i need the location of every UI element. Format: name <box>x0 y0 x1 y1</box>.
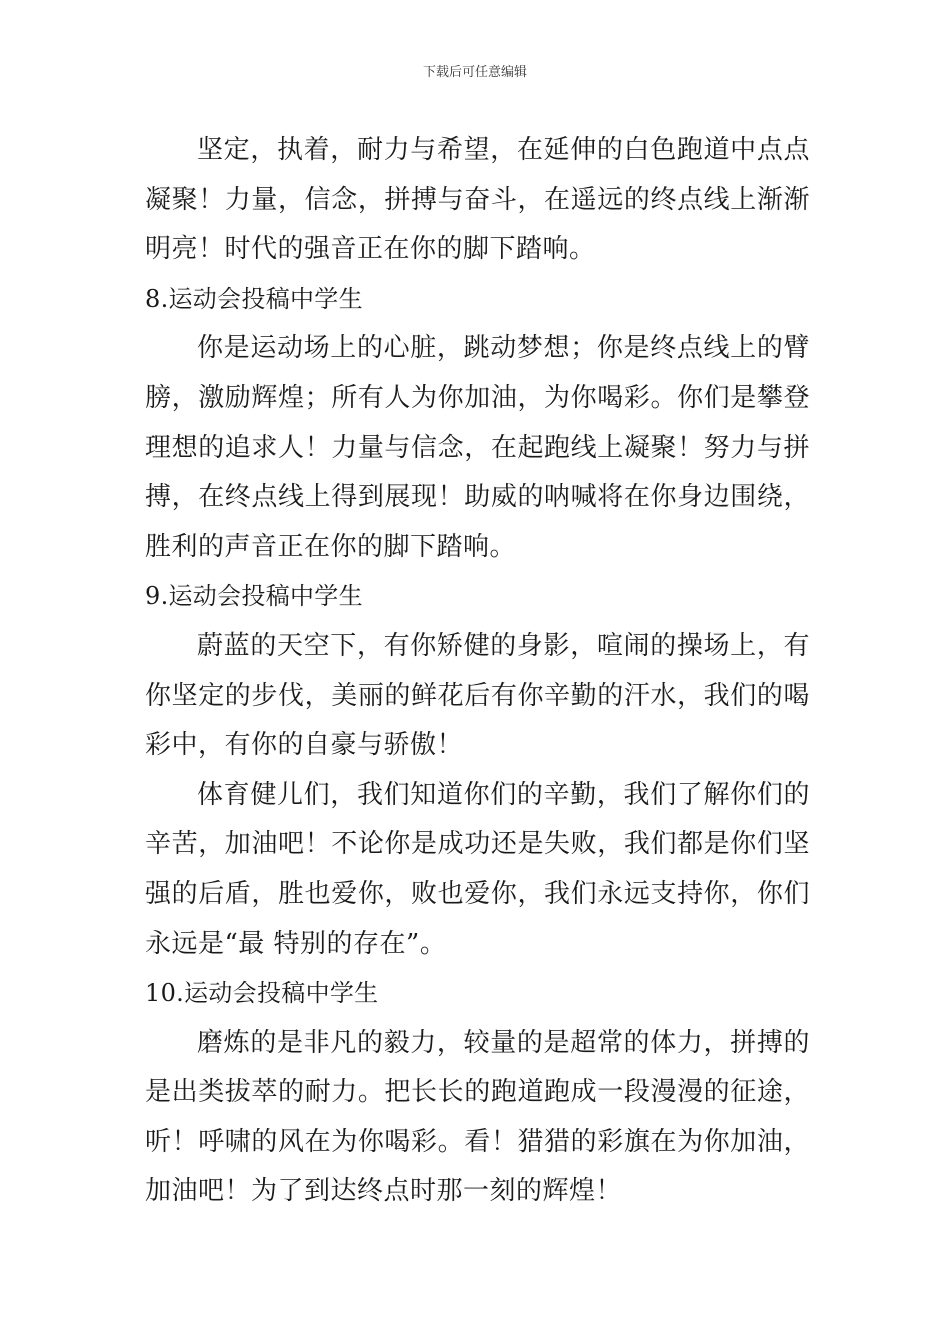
paragraph: 你是运动场上的心脏，跳动梦想；你是终点线上的臂膀，激励辉煌；所有人为你加油，为你喝彩。你们是攀登理想的追求人！力量与信念，在起跑线上凝聚！努力与拼搏，在终点线上得到展现！助威的呐喊将在你身边围绕，胜利的声音正在你的脚下踏响。 <box>145 333 810 562</box>
paragraph: 磨炼的是非凡的毅力，较量的是超常的体力，拼搏的是出类拔萃的耐力。把长长的跑道跑成一段漫漫的征途，听！呼啸的风在为你喝彩。看！猎猎的彩旗在为你加油，加油吧！为了到达终点时那一刻的辉煌！ <box>145 1027 810 1207</box>
section-heading: 8.运动会投稿中学生 <box>145 284 363 313</box>
section-heading: 9.运动会投稿中学生 <box>145 582 363 611</box>
header-note: 下载后可任意编辑 <box>422 65 527 80</box>
paragraph: 蔚蓝的天空下，有你矫健的身影，喧闹的操场上，有你坚定的步伐，美丽的鲜花后有你辛勤的汗水，我们的喝彩中，有你的自豪与骄傲！ <box>145 630 810 761</box>
section-heading: 10.运动会投稿中学生 <box>145 979 379 1008</box>
paragraph: 体育健儿们，我们知道你们的辛勤，我们了解你们的辛苦，加油吧！不论你是成功还是失败，我们都是你们坚强的后盾，胜也爱你，败也爱你，我们永远支持你，你们永远是“最 特别的存在”。 <box>145 779 810 959</box>
paragraph: 坚定，执着，耐力与希望，在延伸的白色跑道中点点凝聚！力量，信念，拼搏与奋斗，在遥远的终点线上渐渐明亮！时代的强音正在你的脚下踏响。 <box>145 135 810 265</box>
document-body <box>145 126 810 1217</box>
